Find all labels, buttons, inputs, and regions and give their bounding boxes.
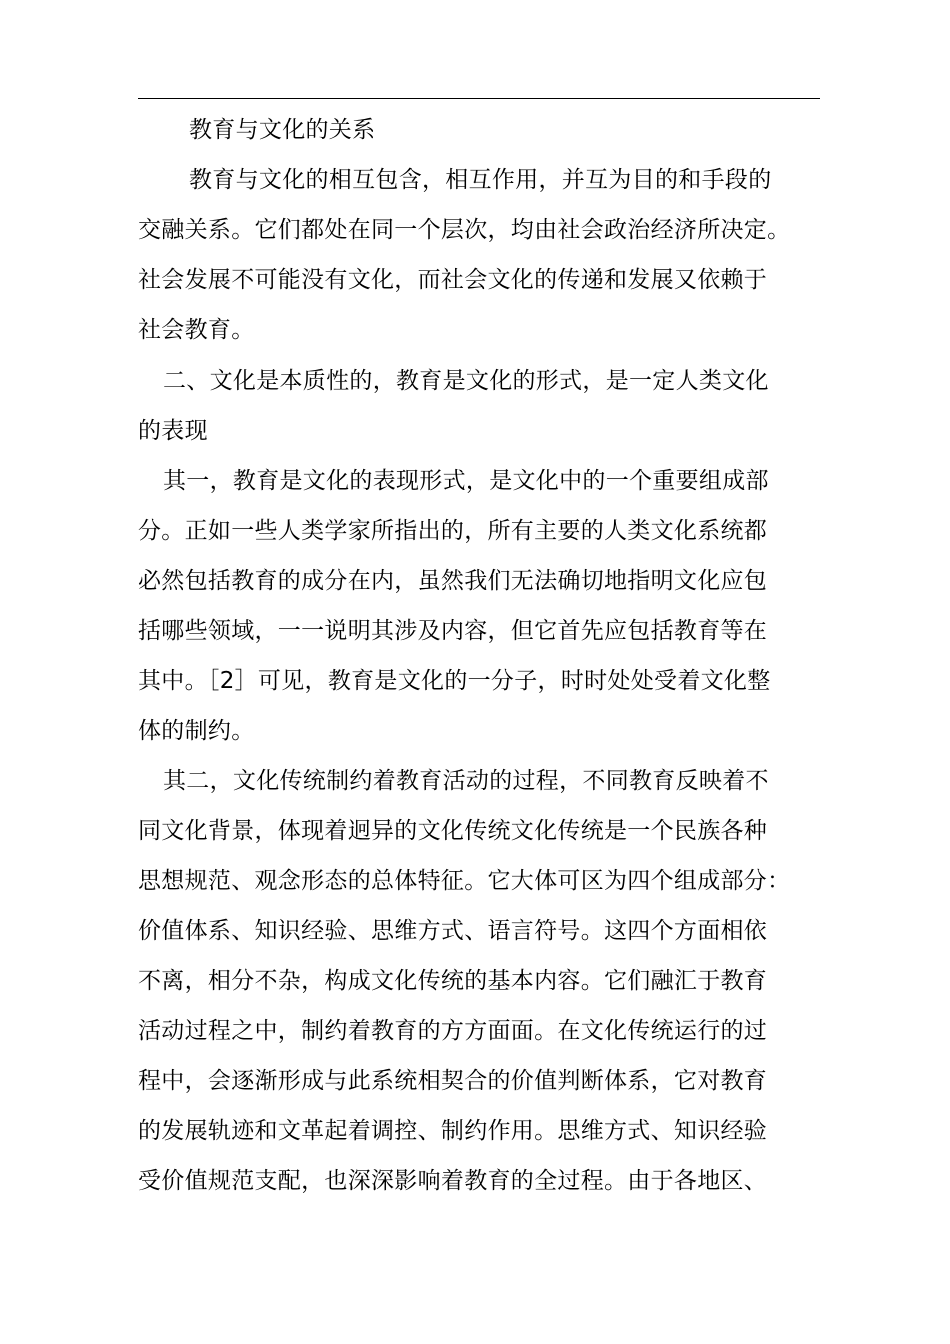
text-line: 的发展轨迹和文革起着调控、制约作用。思维方式、知识经验 [138,1118,768,1144]
text-line: 分。正如一些人类学家所指出的，所有主要的人类文化系统都 [138,518,768,544]
text-line: 教育与文化的相互包含，相互作用，并互为目的和手段的 [189,167,772,193]
text-line: 其二，文化传统制约着教育活动的过程，不同教育反映着不 [163,768,769,794]
section-title: 教育与文化的关系 [189,117,376,143]
text-line: 其一，教育是文化的表现形式，是文化中的一个重要组成部 [163,468,769,494]
text-line: 其中。［2］可见，教育是文化的一分子，时时处处受着文化整 [138,668,771,694]
text-line: 程中，会逐渐形成与此系统相契合的价值判断体系，它对教育 [138,1068,768,1094]
section-heading-cont: 的表现 [138,418,208,444]
text-line: 括哪些领域，一一说明其涉及内容，但它首先应包括教育等在 [138,618,768,644]
text-line: 必然包括教育的成分在内，虽然我们无法确切地指明文化应包 [138,568,768,594]
text-line: 受价值规范支配，也深深影响着教育的全过程。由于各地区、 [138,1168,768,1194]
text-line: 体的制约。 [138,718,255,744]
header-rule [138,98,820,99]
text-line: 同文化背景，体现着迥异的文化传统文化传统是一个民族各种 [138,818,768,844]
text-line: 社会教育。 [138,317,255,343]
text-line: 思想规范、观念形态的总体特征。它大体可区为四个组成部分： [138,868,791,894]
text-line: 活动过程之中，制约着教育的方方面面。在文化传统运行的过 [138,1018,768,1044]
text-line: 价值体系、知识经验、思维方式、语言符号。这四个方面相依 [138,918,768,944]
text-line: 社会发展不可能没有文化，而社会文化的传递和发展又依赖于 [138,267,768,293]
section-heading: 二、文化是本质性的，教育是文化的形式，是一定人类文化 [163,368,769,394]
text-line: 不离，相分不杂，构成文化传统的基本内容。它们融汇于教育 [138,968,768,994]
text-line: 交融关系。它们都处在同一个层次，均由社会政治经济所决定。 [138,217,791,243]
